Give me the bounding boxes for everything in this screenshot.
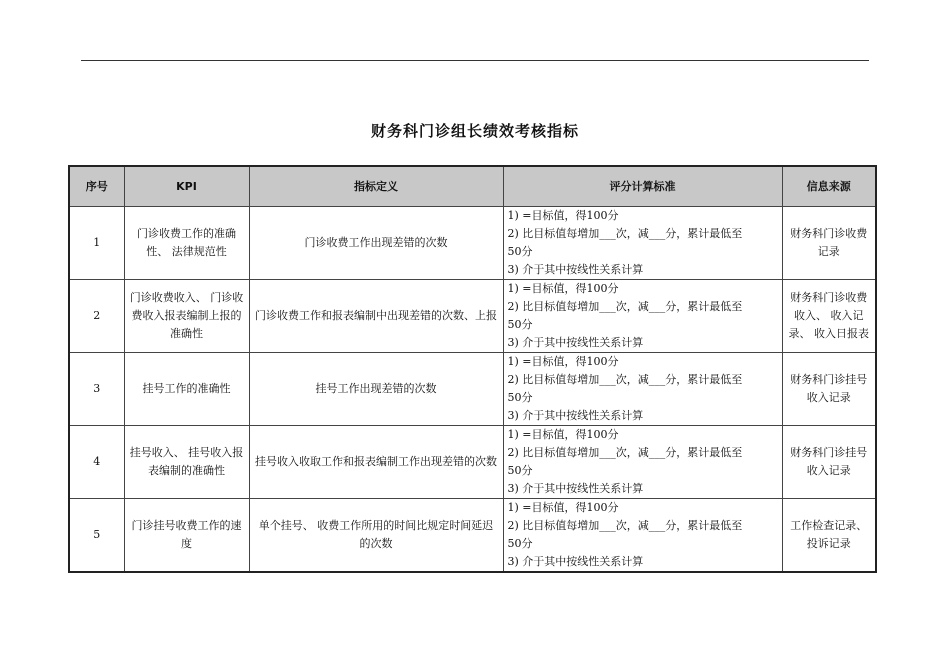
scoring-line: 50分 [507,391,533,404]
kpi-name: 挂号收入、 挂号收入报表编制的准确性 [124,426,249,499]
info-source: 财务科门诊收费收入、 收入记录、 收入日报表 [782,280,876,353]
table-row [69,426,876,499]
scoring-line: 2) 比目标值每增加___次，减___分，累计最低至 [507,446,743,459]
table-row [69,353,876,426]
scoring-line: 2) 比目标值每增加___次，减___分，累计最低至 [507,519,743,532]
kpi-name: 挂号工作的准确性 [124,353,249,426]
scoring-line: 2) 比目标值每增加___次，减___分，累计最低至 [507,300,743,313]
scoring-line: 50分 [507,537,533,550]
scoring-line: 1) =目标值，得100分 [507,282,619,295]
kpi-definition: 挂号收入收取工作和报表编制工作出现差错的次数 [249,426,503,499]
kpi-name: 门诊挂号收费工作的速度 [124,499,249,573]
header-source: 信息来源 [782,166,876,207]
info-source: 工作检查记录、 投诉记录 [782,499,876,573]
kpi-definition: 门诊收费工作和报表编制中出现差错的次数、上报 [249,280,503,353]
scoring-line: 1) =目标值，得100分 [507,428,619,441]
table-row [69,207,876,280]
scoring-standard [503,499,782,573]
kpi-definition: 门诊收费工作出现差错的次数 [249,207,503,280]
scoring-standard [503,280,782,353]
kpi-definition: 挂号工作出现差错的次数 [249,353,503,426]
row-number: 2 [69,280,124,353]
scoring-standard [503,426,782,499]
scoring-line: 1) =目标值，得100分 [507,209,619,222]
scoring-line: 2) 比目标值每增加___次，减___分，累计最低至 [507,227,743,240]
scoring-line: 3) 介于其中按线性关系计算 [507,409,644,422]
scoring-line: 50分 [507,245,533,258]
scoring-line: 50分 [507,464,533,477]
header-rule [81,60,869,61]
info-source: 财务科门诊挂号收入记录 [782,426,876,499]
header-no: 序号 [69,166,124,207]
scoring-standard [503,353,782,426]
scoring-standard [503,207,782,280]
scoring-line: 1) =目标值，得100分 [507,355,619,368]
info-source: 财务科门诊挂号收入记录 [782,353,876,426]
row-number: 5 [69,499,124,573]
header-row [69,166,876,207]
header-definition: 指标定义 [249,166,503,207]
header-score: 评分计算标准 [503,166,782,207]
scoring-line: 3) 介于其中按线性关系计算 [507,482,644,495]
document-title: 财务科门诊组长绩效考核指标 [370,122,579,140]
scoring-line: 3) 介于其中按线性关系计算 [507,555,644,568]
scoring-line: 1) =目标值，得100分 [507,501,619,514]
header-kpi: KPI [124,166,249,207]
info-source: 财务科门诊收费记录 [782,207,876,280]
kpi-name: 门诊收费收入、 门诊收费收入报表编制上报的准确性 [124,280,249,353]
scoring-line: 2) 比目标值每增加___次，减___分，累计最低至 [507,373,743,386]
row-number: 1 [69,207,124,280]
scoring-line: 50分 [507,318,533,331]
kpi-name: 门诊收费工作的准确性、 法律规范性 [124,207,249,280]
table-row [69,499,876,573]
kpi-definition: 单个挂号、 收费工作所用的时间比规定时间延迟的次数 [249,499,503,573]
row-number: 4 [69,426,124,499]
scoring-line: 3) 介于其中按线性关系计算 [507,263,644,276]
table-row [69,280,876,353]
scoring-line: 3) 介于其中按线性关系计算 [507,336,644,349]
row-number: 3 [69,353,124,426]
kpi-table [68,165,877,573]
